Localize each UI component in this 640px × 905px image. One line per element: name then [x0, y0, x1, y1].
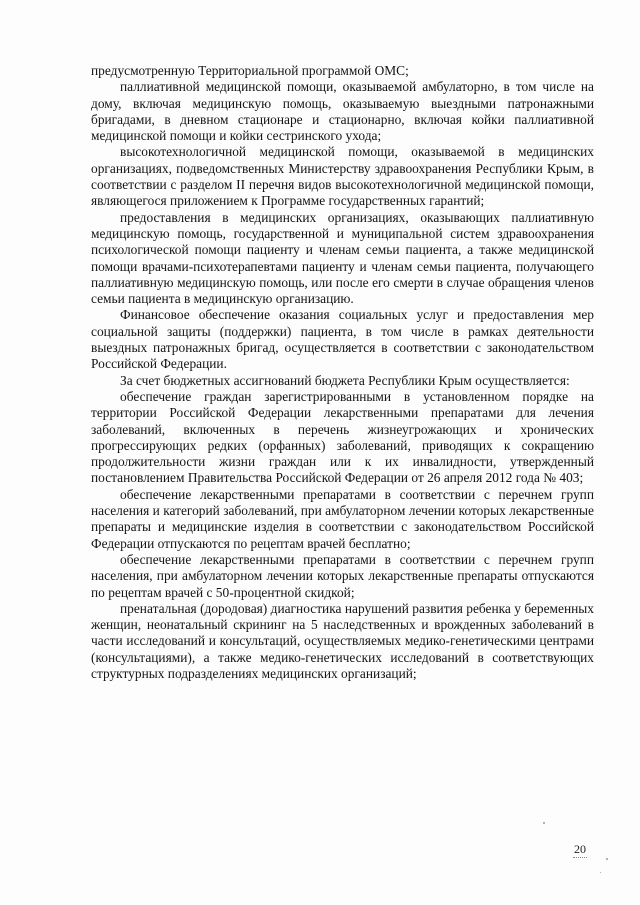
paragraph-high-tech-care: высокотехнологичной медицинской помощи, оказываемой в медицинских организациях, подведомственных Министерству здравоохранения Республики Крым, в соответствии с разделом II перечня видов высокотехнологичной медицинской помощи, являющегося приложением к Программе государственных гарантий;: [91, 144, 594, 209]
paragraph-orphan-drugs: обеспечение граждан зарегистрированными в установленном порядке на территории Российской Федерации лекарственными препаратами для лечения заболеваний, включенных в перечень жизнеугрожающих и хронических прогрессирующих редких (орфанных) заболеваний, приводящих к сокращению продолжительности жизни граждан или к их инвалидности, утвержденный постановлением Правительства Российской Федерации от 26 апреля 2012 года № 403;: [91, 388, 594, 486]
paragraph-budget-intro: За счет бюджетных ассигнований бюджета Республики Крым осуществляется:: [120, 372, 570, 388]
scan-speck: [606, 858, 608, 860]
paragraph-prenatal-diagnostics: пренатальная (дородовая) диагностика нарушений развития ребенка у беременных женщин, неонатальный скрининг на 5 наследственных и врожденных заболеваний в части исследований и консультаций, осуществляемых медико-генетическими центрами (консультациями), а также медико-генетических исследований в соответствующих структурных подразделениях медицинских организаций;: [91, 600, 594, 681]
paragraph-discount-drugs: обеспечение лекарственными препаратами в соответствии с перечнем групп населения, при амбулаторном лечении которых лекарственные препараты отпускаются по рецептам врачей с 50-процентной скидкой;: [91, 551, 594, 600]
scan-speck: [600, 872, 601, 873]
paragraph-psychological-help: предоставления в медицинских организациях, оказывающих паллиативную медицинскую помощь, государственной и муниципальной систем здравоохранения психологической помощи пациенту и членам семьи пациента, а также медицинской помощи врачами-психотерапевтами пациенту и членам семьи пациента, получающего паллиативную медицинскую помощь, или после его смерти в случае обращения членов семьи пациента в медицинскую организацию.: [91, 209, 594, 307]
scan-speck: [543, 822, 545, 824]
paragraph-continuation: предусмотренную Территориальной программой ОМС;: [91, 63, 409, 78]
paragraph-palliative-care: паллиативной медицинской помощи, оказываемой амбулаторно, в том числе на дому, включая медицинскую помощь, оказываемую выездными патронажными бригадами, в дневном стационаре и стационарно, включая койки паллиативной медицинской помощи и койки сестринского ухода;: [91, 79, 594, 144]
paragraph-free-drugs: обеспечение лекарственными препаратами в соответствии с перечнем групп населения и категорий заболеваний, при амбулаторном лечении которых лекарственные препараты и медицинские изделия в соответствии с законодательством Российской Федерации отпускаются по рецептам врачей бесплатно;: [91, 486, 594, 551]
paragraph-social-services-funding: Финансовое обеспечение оказания социальных услуг и предоставления мер социальной защиты (поддержки) пациента, в том числе в рамках деятельности выездных патронажных бригад, осуществляется в соответствии с законодательством Российской Федерации.: [91, 307, 594, 372]
page-number: 20: [574, 842, 586, 856]
document-body: [91, 63, 594, 682]
